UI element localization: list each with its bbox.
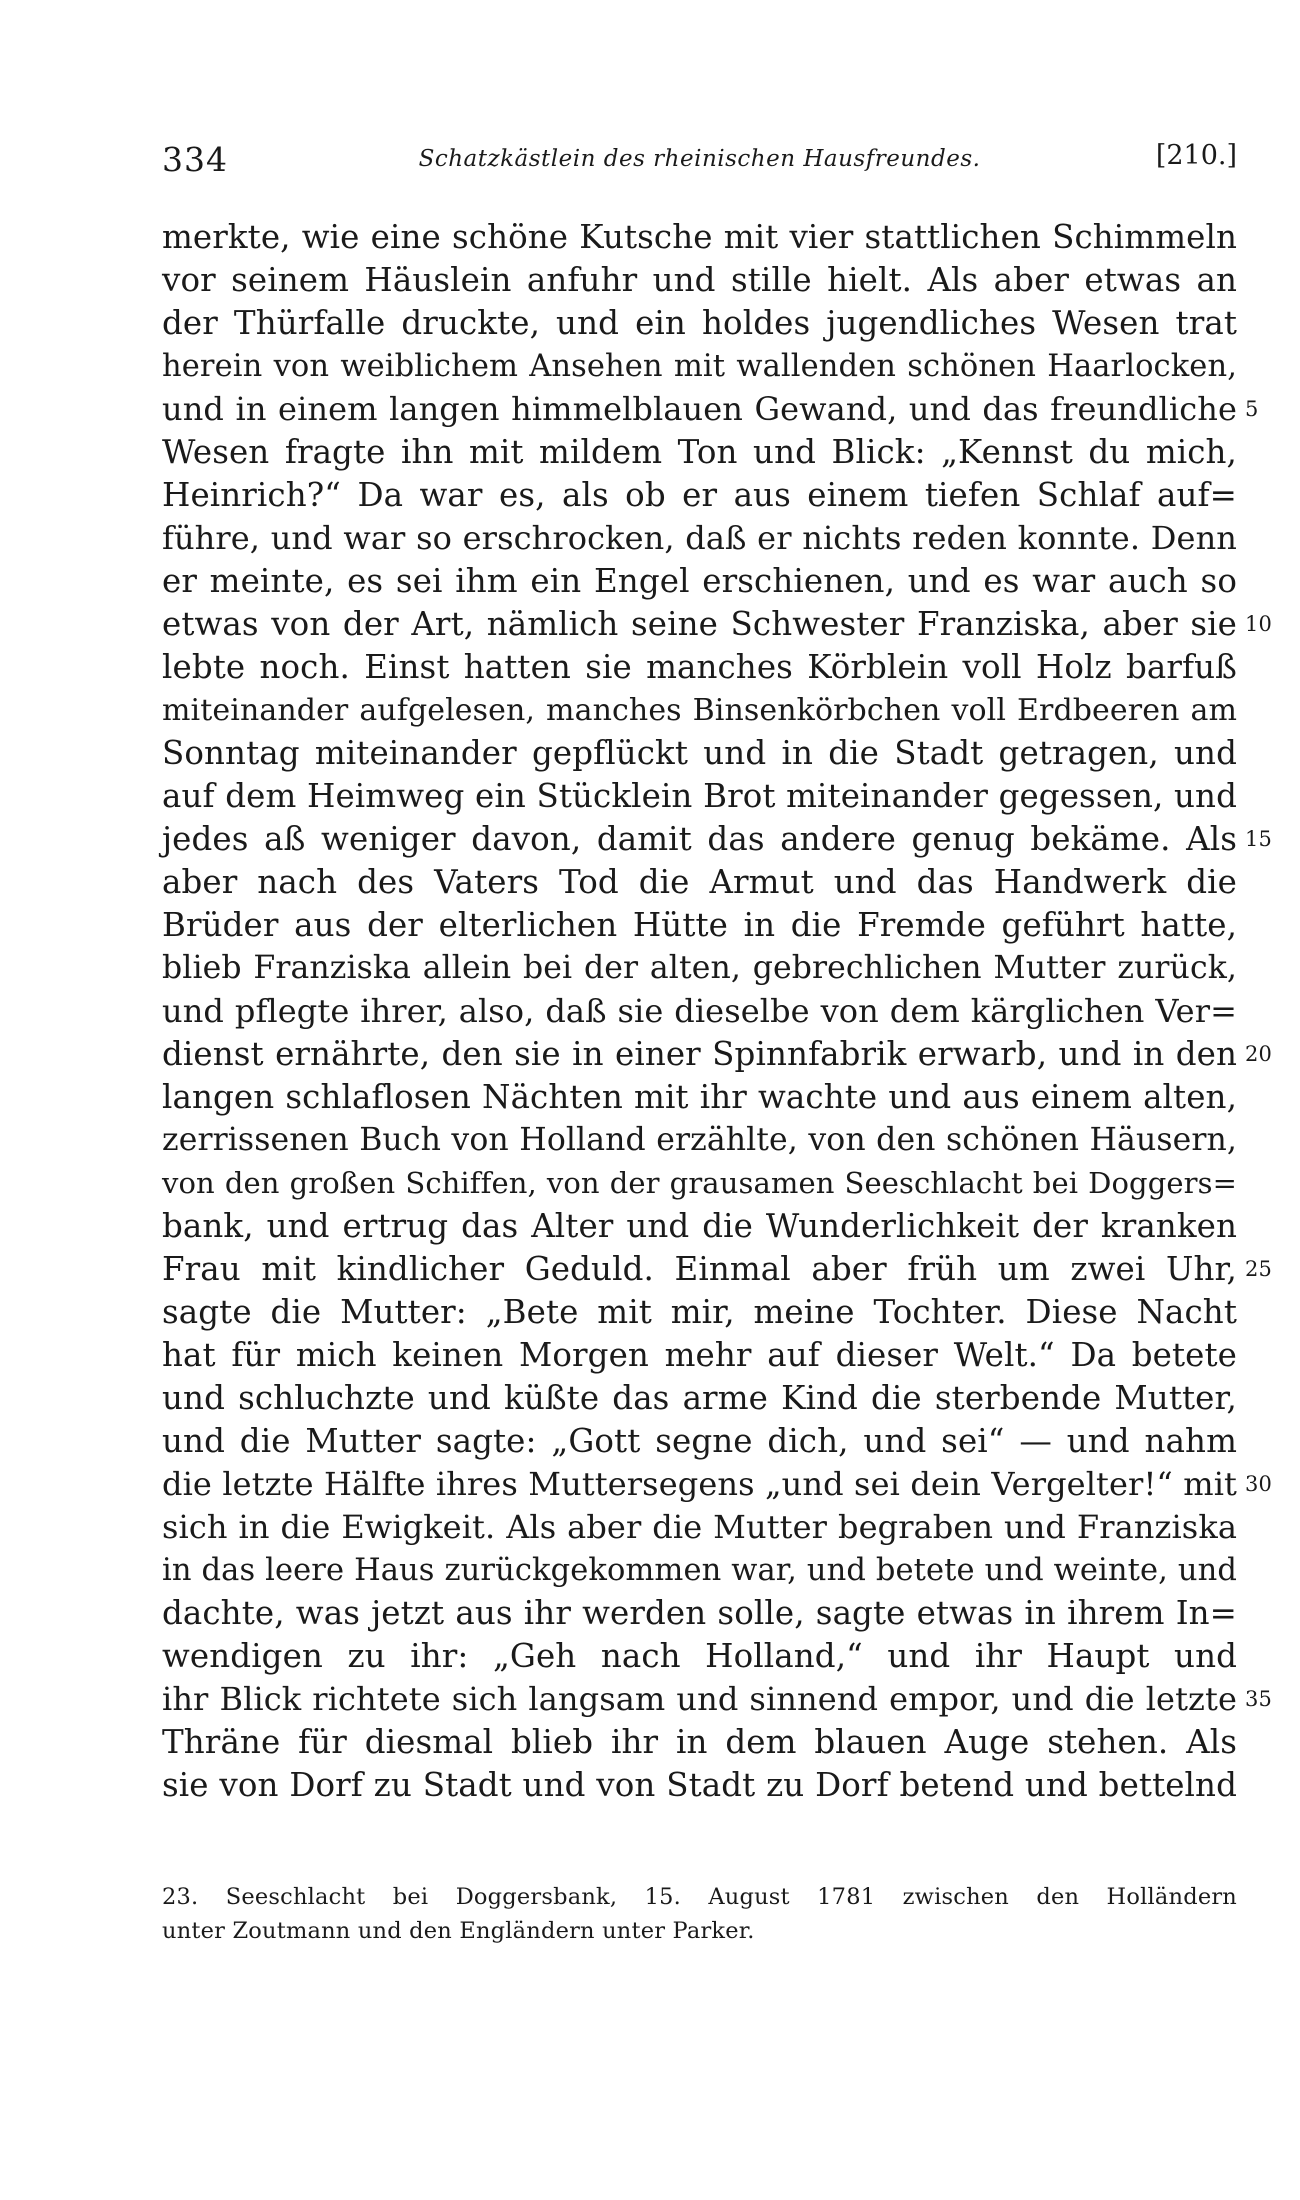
- line-number: 25: [1245, 1257, 1272, 1281]
- text-line-content: dachte, was jetzt aus ihr werden solle, sagte etwas in ihrem In=: [162, 1594, 1237, 1632]
- text-line: [162, 1248, 1272, 1291]
- text-line: [162, 603, 1272, 646]
- text-line: [162, 216, 1237, 259]
- text-line: [162, 1291, 1237, 1334]
- text-line-content: merkte, wie eine schöne Kutsche mit vier stattlichen Schimmeln: [162, 218, 1237, 256]
- footnote-line: unter Zoutmann und den Engländern unter Parker.: [162, 1918, 755, 1944]
- page-number: 334: [162, 140, 228, 179]
- text-line: [162, 259, 1237, 302]
- text-line: [162, 646, 1237, 689]
- text-line: [162, 1463, 1272, 1506]
- text-line: [162, 1678, 1272, 1721]
- text-line-content: zerrissenen Buch von Holland erzählte, von den schönen Häusern,: [162, 1122, 1237, 1158]
- text-line-content: herein von weiblichem Ansehen mit wallenden schönen Haarlocken,: [162, 349, 1237, 384]
- text-line-content: Wesen fragte ihn mit mildem Ton und Blick: „Kennst du mich,: [162, 433, 1237, 471]
- line-number: 20: [1245, 1042, 1272, 1066]
- text-line-content: und pflegte ihrer, also, daß sie dieselbe von dem kärglichen Ver=: [162, 992, 1237, 1030]
- text-line: [162, 1205, 1237, 1248]
- text-line: [162, 1377, 1237, 1420]
- text-line-content: ihr Blick richtete sich langsam und sinnend empor, und die letzte: [162, 1680, 1237, 1718]
- line-number: 35: [1245, 1687, 1272, 1711]
- text-line-content: dienst ernährte, den sie in einer Spinnfabrik erwarb, und in den: [162, 1035, 1237, 1073]
- text-line: [162, 1119, 1237, 1162]
- line-number: 15: [1245, 827, 1272, 851]
- footnote-line: 23. Seeschlacht bei Doggersbank, 15. August 1781 zwischen den Holländern: [162, 1884, 1237, 1910]
- text-line-content: langen schlaflosen Nächten mit ihr wachte und aus einem alten,: [162, 1078, 1237, 1116]
- body-text: [162, 216, 1272, 1807]
- text-line: [162, 732, 1237, 775]
- text-line: [162, 689, 1237, 732]
- text-line: [162, 431, 1237, 474]
- line-number: 30: [1245, 1472, 1272, 1496]
- text-line-content: jedes aß weniger davon, damit das andere genug bekäme. Als: [162, 820, 1237, 858]
- text-line-content: in das leere Haus zurückgekommen war, und betete und weinte, und: [162, 1553, 1237, 1588]
- text-line-content: vor seinem Häuslein anfuhr und stille hielt. Als aber etwas an: [162, 261, 1237, 299]
- text-line-content: sagte die Mutter: „Bete mit mir, meine Tochter. Diese Nacht: [162, 1293, 1237, 1331]
- text-line-content: Sonntag miteinander gepflückt und in die Stadt getragen, und: [162, 734, 1237, 772]
- text-line-content: er meinte, es sei ihm ein Engel erschienen, und es war auch so: [162, 562, 1237, 600]
- text-line: [162, 1549, 1237, 1592]
- text-line-content: Heinrich?“ Da war es, als ob er aus einem tiefen Schlaf auf=: [162, 476, 1237, 514]
- text-line-content: sich in die Ewigkeit. Als aber die Mutter begraben und Franziska: [162, 1508, 1237, 1546]
- text-line: [162, 1076, 1237, 1119]
- text-line-content: hat für mich keinen Morgen mehr auf dieser Welt.“ Da betete: [162, 1336, 1237, 1374]
- footnote: [162, 1880, 1237, 1948]
- text-line: [162, 302, 1237, 345]
- text-line-content: Thräne für diesmal blieb ihr in dem blauen Auge stehen. Als: [162, 1723, 1237, 1761]
- text-line-content: blieb Franziska allein bei der alten, gebrechlichen Mutter zurück,: [162, 950, 1237, 986]
- text-line: [162, 1334, 1237, 1377]
- text-line: [162, 1721, 1237, 1764]
- text-line-content: führe, und war so erschrocken, daß er nichts reden konnte. Denn: [162, 519, 1237, 557]
- text-line-content: lebte noch. Einst hatten sie manches Körblein voll Holz barfuß: [162, 648, 1237, 686]
- text-line-content: aber nach des Vaters Tod die Armut und das Handwerk die: [162, 863, 1237, 901]
- text-line-content: und die Mutter sagte: „Gott segne dich, und sei“ — und nahm: [162, 1422, 1237, 1460]
- text-line: [162, 388, 1259, 431]
- text-line: [162, 1592, 1237, 1635]
- text-line-content: miteinander aufgelesen, manches Binsenkörbchen voll Erdbeeren am: [162, 693, 1237, 728]
- text-line: [162, 517, 1237, 560]
- text-line: [162, 1033, 1272, 1076]
- text-line: [162, 861, 1237, 904]
- text-line-content: und schluchzte und küßte das arme Kind die sterbende Mutter,: [162, 1379, 1237, 1417]
- text-line-content: Frau mit kindlicher Geduld. Einmal aber früh um zwei Uhr,: [162, 1250, 1237, 1288]
- page-header: [162, 140, 1237, 190]
- text-line-content: Brüder aus der elterlichen Hütte in die Fremde geführt hatte,: [162, 906, 1237, 944]
- text-line: [162, 1162, 1237, 1205]
- text-line-content: bank, und ertrug das Alter und die Wunderlichkeit der kranken: [162, 1207, 1237, 1245]
- text-line: [162, 345, 1237, 388]
- text-line-content: sie von Dorf zu Stadt und von Stadt zu Dorf betend und bettelnd: [162, 1766, 1237, 1804]
- running-title: Schatzkästlein des rheinischen Hausfreundes.: [418, 146, 981, 172]
- text-line: [162, 1420, 1237, 1463]
- text-line: [162, 775, 1237, 818]
- page-signature: [210.]: [1155, 140, 1237, 171]
- text-line-content: wendigen zu ihr: „Geh nach Holland,“ und ihr Haupt und: [162, 1637, 1237, 1675]
- text-line-content: auf dem Heimweg ein Stücklein Brot miteinander gegessen, und: [162, 777, 1237, 815]
- text-line-content: die letzte Hälfte ihres Muttersegens „und sei dein Vergelter!“ mit: [162, 1465, 1237, 1503]
- text-line-content: und in einem langen himmelblauen Gewand, und das freundliche: [162, 390, 1237, 428]
- line-number: 5: [1245, 397, 1259, 421]
- text-line: [162, 560, 1237, 603]
- text-line: [162, 947, 1237, 990]
- text-line: [162, 818, 1272, 861]
- text-line: [162, 904, 1237, 947]
- text-line-content: etwas von der Art, nämlich seine Schwester Franziska, aber sie: [162, 605, 1237, 643]
- text-line: [162, 990, 1237, 1033]
- text-line-content: der Thürfalle druckte, und ein holdes jugendliches Wesen trat: [162, 304, 1237, 342]
- text-line: [162, 474, 1237, 517]
- text-line: [162, 1635, 1237, 1678]
- text-line-content: von den großen Schiffen, von der grausamen Seeschlacht bei Doggers=: [162, 1166, 1237, 1200]
- text-line: [162, 1506, 1237, 1549]
- text-line: [162, 1764, 1237, 1807]
- line-number: 10: [1245, 612, 1272, 636]
